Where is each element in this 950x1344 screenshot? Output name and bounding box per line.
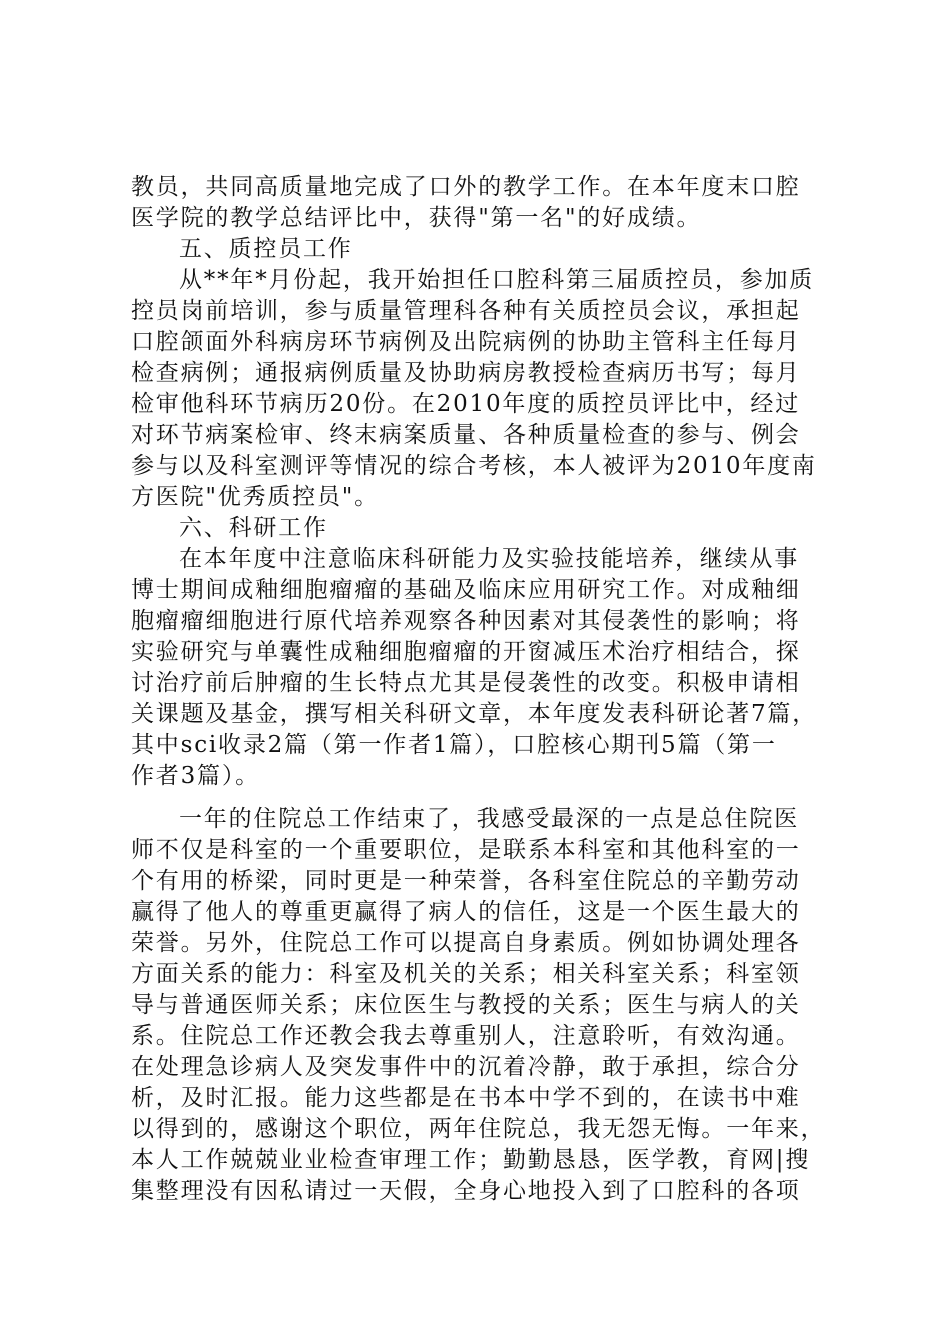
text-line: 参与以及科室测评等情况的综合考核，本人被评为2010年度南 xyxy=(131,453,817,479)
text-line: 从**年*月份起，我开始担任口腔科第三届质控员，参加质 xyxy=(179,267,815,293)
text-line: 对环节病案检审、终末病案质量、各种质量检查的参与、例会 xyxy=(131,422,801,448)
text-line: 在处理急诊病人及突发事件中的沉着冷静，敢于承担，综合分 xyxy=(131,1054,801,1080)
text-line: 赢得了他人的尊重更赢得了病人的信任，这是一个医生最大的 xyxy=(131,899,801,925)
text-line: 教员，共同高质量地完成了口外的教学工作。在本年度末口腔 xyxy=(131,174,801,200)
text-line: 检查病例；通报病例质量及协助病房教授检查病历书写；每月 xyxy=(131,360,801,386)
text-line: 方面关系的能力：科室及机关的关系；相关科室关系；科室领 xyxy=(131,961,801,987)
text-line: 方医院"优秀质控员"。 xyxy=(131,484,379,510)
section-heading-research: 六、科研工作 xyxy=(179,515,328,541)
text-line: 检审他科环节病历20份。在2010年度的质控员评比中，经过 xyxy=(131,391,800,417)
section-heading-quality-control: 五、质控员工作 xyxy=(179,236,353,262)
text-line: 控员岗前培训，参与质量管理科各种有关质控员会议，承担起 xyxy=(131,298,801,324)
text-line: 其中sci收录2篇（第一作者1篇），口腔核心期刊5篇（第一 xyxy=(131,732,777,758)
text-line: 本人工作兢兢业业检查审理工作；勤勤恳恳，医学教，育网|搜 xyxy=(131,1147,811,1173)
text-line: 集整理没有因私请过一天假，全身心地投入到了口腔科的各项 xyxy=(131,1178,801,1204)
text-line: 系。住院总工作还教会我去尊重别人，注意聆听，有效沟通。 xyxy=(131,1023,801,1049)
document-body xyxy=(131,172,831,1207)
text-line: 个有用的桥梁，同时更是一种荣誉，各科室住院总的辛勤劳动 xyxy=(131,868,801,894)
text-line: 导与普通医师关系；床位医生与教授的关系；医生与病人的关 xyxy=(131,992,801,1018)
text-line: 作者3篇）。 xyxy=(131,763,260,789)
text-line: 荣誉。另外，住院总工作可以提高自身素质。例如协调处理各 xyxy=(131,930,801,956)
text-line: 一年的住院总工作结束了，我感受最深的一点是总住院医 xyxy=(179,806,799,832)
text-line: 医学院的教学总结评比中，获得"第一名"的好成绩。 xyxy=(131,205,702,231)
paragraph-gap xyxy=(131,792,831,804)
text-line: 讨治疗前后肿瘤的生长特点尤其是侵袭性的改变。积极申请相 xyxy=(131,670,801,696)
text-line: 师不仅是科室的一个重要职位，是联系本科室和其他科室的一 xyxy=(131,837,801,863)
text-line: 胞瘤瘤细胞进行原代培养观察各种因素对其侵袭性的影响；将 xyxy=(131,608,801,634)
text-line: 在本年度中注意临床科研能力及实验技能培养，继续从事 xyxy=(179,546,799,572)
text-line: 博士期间成釉细胞瘤瘤的基础及临床应用研究工作。对成釉细 xyxy=(131,577,801,603)
text-line: 以得到的，感谢这个职位，两年住院总，我无怨无悔。一年来， xyxy=(131,1116,826,1142)
text-line: 析，及时汇报。能力这些都是在书本中学不到的，在读书中难 xyxy=(131,1085,801,1111)
text-line: 口腔颌面外科病房环节病例及出院病例的协助主管科主任每月 xyxy=(131,329,801,355)
text-line: 实验研究与单囊性成釉细胞瘤瘤的开窗减压术治疗相结合，探 xyxy=(131,639,801,665)
text-line: 关课题及基金，撰写相关科研文章，本年度发表科研论著7篇， xyxy=(131,701,818,727)
